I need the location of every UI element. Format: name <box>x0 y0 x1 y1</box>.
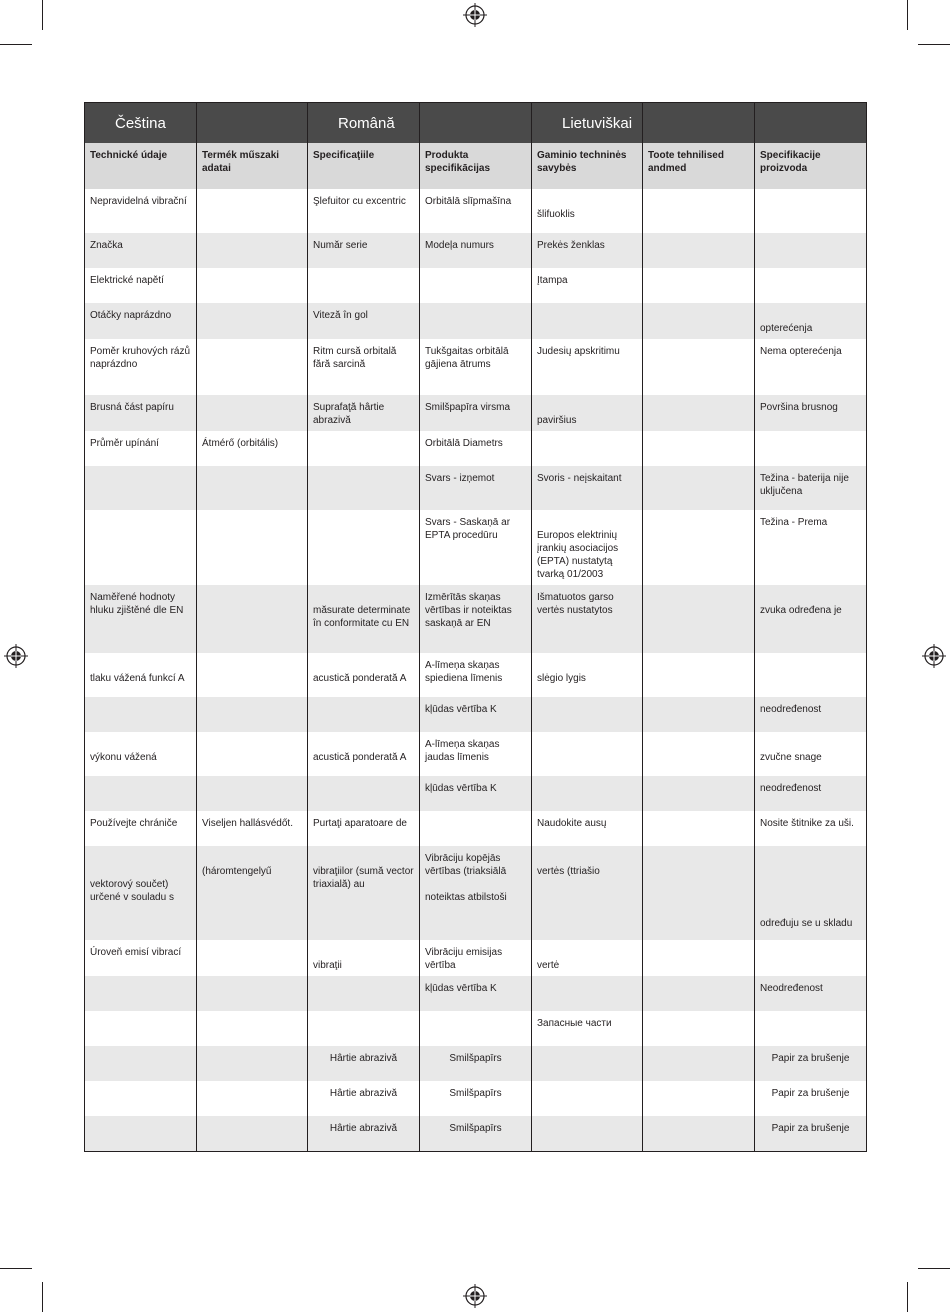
table-cell <box>532 510 643 585</box>
table-cell <box>643 395 755 431</box>
table-cell <box>420 1116 532 1152</box>
table-cell <box>308 1081 420 1116</box>
language-cell <box>420 103 532 144</box>
table-cell <box>755 510 867 585</box>
cell-text: Smilšpapīrs <box>449 1088 502 1099</box>
table-row <box>85 189 867 233</box>
table-cell <box>197 811 308 846</box>
table-cell <box>643 732 755 776</box>
table-cell <box>197 940 308 976</box>
table-cell <box>197 268 308 303</box>
table-cell <box>308 697 420 732</box>
table-cell <box>197 697 308 732</box>
table-cell <box>85 653 197 697</box>
table-cell <box>532 1011 643 1046</box>
table-cell <box>420 697 532 732</box>
column-header: Specifikacije proizvoda <box>755 143 867 189</box>
column-header: Technické údaje <box>85 143 197 189</box>
table-cell <box>532 976 643 1011</box>
table-cell <box>532 233 643 268</box>
cell-text: Orbitālā slīpmašīna <box>425 196 512 207</box>
cell-text: kļūdas vērtība K <box>425 704 497 715</box>
cell-text: măsurate determinate în conformitate cu EN <box>313 605 411 629</box>
cell-text: Hârtie abrazivă <box>329 1053 398 1064</box>
cell-text: výkonu vážená <box>90 752 157 763</box>
table-cell <box>755 268 867 303</box>
table-cell <box>85 510 197 585</box>
cell-text: kļūdas vērtība K <box>425 983 497 994</box>
table-cell <box>643 1046 755 1081</box>
cell-text: Purtaţi aparatoare de <box>313 818 407 829</box>
column-header: Toote tehnilised andmed <box>643 143 755 189</box>
table-cell <box>85 233 197 268</box>
table-cell <box>308 653 420 697</box>
crop-mark <box>0 44 32 45</box>
table-cell <box>643 1011 755 1046</box>
cell-text: opterećenja <box>760 323 813 334</box>
table-cell <box>197 395 308 431</box>
table-cell <box>197 1116 308 1152</box>
table-cell <box>197 1046 308 1081</box>
table-cell <box>308 339 420 395</box>
crop-mark <box>42 0 43 30</box>
crop-mark <box>918 44 950 45</box>
registration-mark-icon <box>922 644 946 668</box>
cell-text: Număr serie <box>313 240 368 251</box>
cell-text: Svars - izņemot <box>425 473 495 484</box>
cell-text: Značka <box>90 240 123 251</box>
cell-text: Používejte chrániče <box>90 818 178 829</box>
table-cell <box>420 846 532 940</box>
cell-text: Papir za brušenje <box>771 1088 850 1099</box>
table-cell <box>420 1046 532 1081</box>
table-cell <box>420 1081 532 1116</box>
table-cell <box>420 976 532 1011</box>
table-cell <box>85 466 197 510</box>
table-cell <box>532 303 643 339</box>
table-cell <box>197 233 308 268</box>
cell-text: acustică ponderată A <box>313 673 407 684</box>
table-cell <box>85 339 197 395</box>
table-cell <box>532 339 643 395</box>
table-cell <box>755 732 867 776</box>
cell-text: Europos elektrinių įrankių asociacijos (EPTA) nustatytą tvarką 01/2003 <box>537 530 619 580</box>
table-cell <box>755 811 867 846</box>
cell-text: A-līmeņa skaņas jaudas līmenis <box>425 739 500 763</box>
language-label: Lietuviškai <box>562 114 633 132</box>
table-cell <box>197 466 308 510</box>
cell-text: zvučne snage <box>760 752 822 763</box>
table-cell <box>197 431 308 466</box>
registration-mark-icon <box>463 1284 487 1308</box>
table-cell <box>197 510 308 585</box>
table-cell <box>85 940 197 976</box>
table-row <box>85 1011 867 1046</box>
language-cell <box>197 103 308 144</box>
cell-text: neodređenost <box>760 783 822 794</box>
table-cell <box>85 1046 197 1081</box>
table-cell <box>308 395 420 431</box>
table-cell <box>197 303 308 339</box>
table-cell <box>755 1116 867 1152</box>
table-cell <box>643 431 755 466</box>
table-cell <box>308 233 420 268</box>
cell-text: paviršius <box>537 415 577 426</box>
table-cell <box>85 431 197 466</box>
language-row <box>85 103 867 144</box>
cell-text: Elektrické napětí <box>90 275 164 286</box>
table-row <box>85 776 867 811</box>
cell-text: Težina - baterija nije uključena <box>760 473 849 497</box>
cell-text: Hârtie abrazivă <box>329 1123 398 1134</box>
table-cell <box>308 846 420 940</box>
table-cell <box>308 585 420 653</box>
cell-text: Suprafaţă hârtie abrazivă <box>313 402 385 426</box>
cell-text: Naměřené hodnoty hluku zjištěné dle EN <box>90 592 184 616</box>
table-cell <box>643 303 755 339</box>
cell-text: vektorový součet) určené v souladu s <box>90 879 174 903</box>
table-row <box>85 395 867 431</box>
table-cell <box>532 268 643 303</box>
cell-text: Smilšpapīra virsma <box>425 402 511 413</box>
table-cell <box>420 233 532 268</box>
cell-text: tlaku vážená funkcí A <box>90 673 185 684</box>
table-cell <box>420 431 532 466</box>
table-cell <box>755 339 867 395</box>
table-cell <box>197 585 308 653</box>
table-cell <box>532 1116 643 1152</box>
table-cell <box>85 395 197 431</box>
table-row <box>85 976 867 1011</box>
registration-mark-icon <box>463 3 487 27</box>
table-cell <box>532 1081 643 1116</box>
table-cell <box>755 776 867 811</box>
crop-mark <box>907 0 908 30</box>
table-cell <box>532 940 643 976</box>
cell-text: Išmatuotos garso vertės nustatytos <box>537 592 614 616</box>
column-header: Produkta specifikācijas <box>420 143 532 189</box>
cell-text: Hârtie abrazivă <box>329 1088 398 1099</box>
table-cell <box>197 653 308 697</box>
table-cell <box>755 653 867 697</box>
table-cell <box>532 431 643 466</box>
cell-text: Vibrāciju emisijas vērtība <box>425 947 503 971</box>
language-cell <box>85 103 197 144</box>
cell-text: Papir za brušenje <box>771 1053 850 1064</box>
table-cell <box>420 395 532 431</box>
table-cell <box>643 510 755 585</box>
cell-text: Neodređenost <box>760 983 823 994</box>
table-cell <box>532 466 643 510</box>
registration-mark-icon <box>4 644 28 668</box>
cell-text: Úroveň emisí vibrací <box>90 947 182 958</box>
column-header: Termék műszaki adatai <box>197 143 308 189</box>
column-header: Specificaţiile <box>308 143 420 189</box>
table-cell <box>420 776 532 811</box>
cell-text: Запасные части <box>537 1018 612 1029</box>
table-row <box>85 303 867 339</box>
cell-text: Površina brusnog <box>760 402 838 413</box>
table-cell <box>197 339 308 395</box>
table-cell <box>308 940 420 976</box>
cell-text: zvuka određena je <box>760 605 842 616</box>
cell-text: Průměr upínání <box>90 438 159 449</box>
cell-text: Átmérő (orbitális) <box>202 438 279 449</box>
table-cell <box>755 233 867 268</box>
table-cell <box>755 303 867 339</box>
cell-text: A-līmeņa skaņas spiediena līmenis <box>425 660 503 684</box>
column-header: Gaminio techninės savybės <box>532 143 643 189</box>
cell-text: Težina - Prema <box>760 517 828 528</box>
cell-text: Judesių apskritimu <box>537 346 620 357</box>
table-cell <box>197 1081 308 1116</box>
table-cell <box>308 431 420 466</box>
language-cell <box>532 103 643 144</box>
table-cell <box>643 1116 755 1152</box>
cell-text: Orbitālā Diametrs <box>425 438 503 449</box>
cell-text: neodređenost <box>760 704 822 715</box>
table-row <box>85 466 867 510</box>
table-cell <box>197 189 308 233</box>
table-cell <box>755 940 867 976</box>
cell-text: Nosite štitnike za uši. <box>760 818 854 829</box>
table-row <box>85 846 867 940</box>
table-cell <box>85 303 197 339</box>
cell-text: vibraţiilor (sumă vector triaxială) au <box>313 866 414 890</box>
cell-text: Vibrāciju kopējās vērtības (triaksiālā noteiktas atbilstoši <box>425 853 507 903</box>
header-row <box>85 143 867 189</box>
table-cell <box>420 303 532 339</box>
cell-text: Tukšgaitas orbitālā gājiena ātrums <box>425 346 509 370</box>
crop-mark <box>907 1282 908 1312</box>
table-row <box>85 697 867 732</box>
table-cell <box>85 1011 197 1046</box>
table-cell <box>197 732 308 776</box>
table-row <box>85 339 867 395</box>
cell-text: Modeļa numurs <box>425 240 494 251</box>
table-cell <box>197 1011 308 1046</box>
cell-text: Ritm cursă orbitală fără sarcină <box>313 346 397 370</box>
cell-text: šlifuoklis <box>537 209 575 220</box>
table-row <box>85 732 867 776</box>
table-cell <box>643 653 755 697</box>
table-cell <box>420 339 532 395</box>
cell-text: Nema opterećenja <box>760 346 842 357</box>
table-cell <box>420 510 532 585</box>
table-cell <box>755 1081 867 1116</box>
table-cell <box>643 339 755 395</box>
table-cell <box>532 697 643 732</box>
table-cell <box>197 776 308 811</box>
table-cell <box>85 189 197 233</box>
crop-mark <box>918 1268 950 1269</box>
table-row <box>85 1046 867 1081</box>
table-cell <box>643 466 755 510</box>
table-cell <box>308 189 420 233</box>
table-cell <box>755 976 867 1011</box>
language-label: Română <box>338 114 395 132</box>
table-cell <box>643 268 755 303</box>
cell-text: Svoris - neįskaitant <box>537 473 622 484</box>
language-label: Čeština <box>115 114 166 132</box>
cell-text: Svars - Saskaņā ar EPTA procedūru <box>425 517 511 541</box>
table-cell <box>532 189 643 233</box>
table-cell <box>85 1081 197 1116</box>
table-cell <box>755 466 867 510</box>
cell-text: Papir za brušenje <box>771 1123 850 1134</box>
cell-text: kļūdas vērtība K <box>425 783 497 794</box>
table-cell <box>85 811 197 846</box>
table-cell <box>308 776 420 811</box>
table-cell <box>643 776 755 811</box>
table-cell <box>420 732 532 776</box>
table-cell <box>532 395 643 431</box>
table-cell <box>420 653 532 697</box>
table-cell <box>643 233 755 268</box>
table-cell <box>420 940 532 976</box>
cell-text: Poměr kruhových rázů naprázdno <box>90 346 191 370</box>
table-cell <box>308 303 420 339</box>
cell-text: vibraţii <box>313 960 342 971</box>
table-cell <box>308 1011 420 1046</box>
table-cell <box>532 653 643 697</box>
table-row <box>85 233 867 268</box>
table-row <box>85 1116 867 1152</box>
table-cell <box>308 1046 420 1081</box>
table-cell <box>755 585 867 653</box>
table-cell <box>197 846 308 940</box>
table-cell <box>643 1081 755 1116</box>
table-cell <box>85 268 197 303</box>
cell-text: vertė <box>537 960 560 971</box>
table-cell <box>532 1046 643 1081</box>
table-cell <box>532 732 643 776</box>
table-cell <box>643 189 755 233</box>
table-cell <box>532 585 643 653</box>
table-cell <box>85 776 197 811</box>
table-cell <box>755 1046 867 1081</box>
table-cell <box>420 1011 532 1046</box>
cell-text: Naudokite ausų <box>537 818 607 829</box>
table-cell <box>643 940 755 976</box>
table-row <box>85 940 867 976</box>
cell-text: (háromtengelyű <box>202 866 272 877</box>
cell-text: Smilšpapīrs <box>449 1123 502 1134</box>
table-cell <box>532 811 643 846</box>
table-cell <box>308 510 420 585</box>
table-cell <box>755 189 867 233</box>
table-cell <box>755 1011 867 1046</box>
cell-text: Şlefuitor cu excentric <box>313 196 406 207</box>
cell-text: određuju se u skladu <box>760 918 853 929</box>
table-cell <box>420 189 532 233</box>
table-cell <box>420 466 532 510</box>
table-cell <box>755 846 867 940</box>
table-cell <box>643 811 755 846</box>
crop-mark <box>0 1268 32 1269</box>
table-row <box>85 510 867 585</box>
table-cell <box>755 697 867 732</box>
cell-text: Įtampa <box>537 275 568 286</box>
table-cell <box>755 431 867 466</box>
table-row <box>85 1081 867 1116</box>
table-cell <box>85 697 197 732</box>
language-cell <box>308 103 420 144</box>
table-cell <box>85 976 197 1011</box>
table-cell <box>85 585 197 653</box>
table-cell <box>308 732 420 776</box>
table-cell <box>308 268 420 303</box>
table-cell <box>308 1116 420 1152</box>
crop-mark <box>42 1282 43 1312</box>
cell-text: Viseljen hallásvédőt. <box>202 818 293 829</box>
table-cell <box>420 811 532 846</box>
table-cell <box>643 585 755 653</box>
language-cell <box>643 103 755 144</box>
table-row <box>85 268 867 303</box>
cell-text: slėgio lygis <box>537 673 586 684</box>
table-cell <box>308 466 420 510</box>
cell-text: Nepravidelná vibrační <box>90 196 187 207</box>
cell-text: Otáčky naprázdno <box>90 310 172 321</box>
table-row <box>85 811 867 846</box>
table-cell <box>420 268 532 303</box>
table-cell <box>532 846 643 940</box>
table-cell <box>643 697 755 732</box>
table-cell <box>197 976 308 1011</box>
table-cell <box>85 1116 197 1152</box>
cell-text: vertės (ttriašio <box>537 866 600 877</box>
table-cell <box>85 846 197 940</box>
table-row <box>85 431 867 466</box>
cell-text: Prekės ženklas <box>537 240 605 251</box>
cell-text: Smilšpapīrs <box>449 1053 502 1064</box>
table-row <box>85 585 867 653</box>
cell-text: Viteză în gol <box>313 310 368 321</box>
table-cell <box>643 976 755 1011</box>
cell-text: Brusná část papíru <box>90 402 174 413</box>
cell-text: acustică ponderată A <box>313 752 407 763</box>
table-cell <box>643 846 755 940</box>
cell-text: Izmērītās skaņas vērtības ir noteiktas saskaņā ar EN <box>425 592 512 629</box>
language-cell <box>755 103 867 144</box>
table-cell <box>755 395 867 431</box>
table-cell <box>308 976 420 1011</box>
spec-table <box>84 102 867 1152</box>
table-cell <box>420 585 532 653</box>
table-cell <box>85 732 197 776</box>
table-cell <box>532 776 643 811</box>
table-row <box>85 653 867 697</box>
table-cell <box>308 811 420 846</box>
